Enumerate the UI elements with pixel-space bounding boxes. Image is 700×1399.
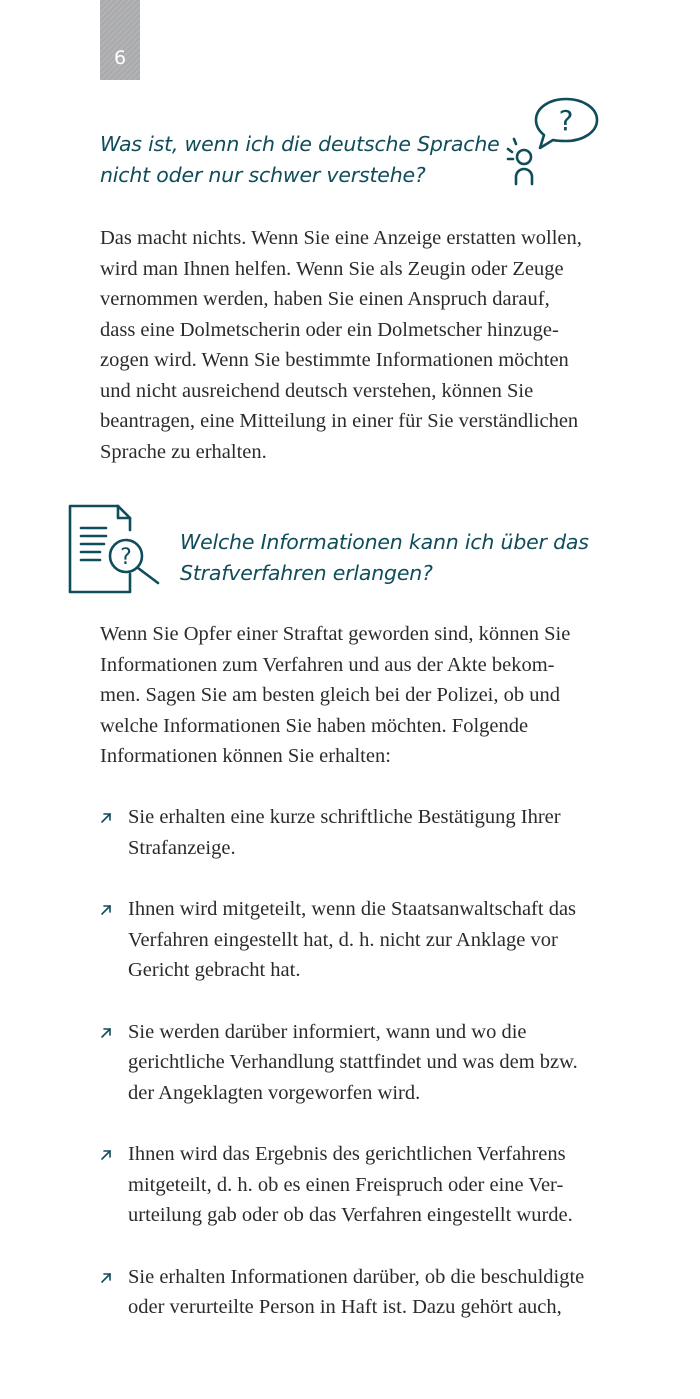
svg-text:?: ? bbox=[120, 545, 132, 570]
body-paragraph-language bbox=[100, 223, 582, 467]
information-list bbox=[100, 802, 584, 1354]
list-item bbox=[100, 1139, 584, 1231]
person-speech-question-icon bbox=[503, 95, 603, 190]
list-item-line: der Angeklagten vorgeworfen wird. bbox=[128, 1081, 421, 1104]
body-line: Das macht nichts. Wenn Sie eine Anzeige erstatten wollen, bbox=[100, 227, 582, 249]
list-item bbox=[100, 802, 584, 863]
list-item-line: Sie erhalten eine kurze schriftliche Bestätigung Ihrer bbox=[128, 806, 561, 828]
arrow-up-right-icon bbox=[100, 904, 112, 916]
list-item-line: gerichtliche Verhandlung stattfindet und was dem bzw. bbox=[128, 1051, 578, 1073]
body-line: zogen wird. Wenn Sie bestimmte Informationen möchten bbox=[100, 349, 569, 371]
list-item-line: Ihnen wird das Ergebnis des gerichtlichen Verfahrens bbox=[128, 1143, 566, 1165]
body-line: Sprache zu erhalten. bbox=[100, 440, 267, 463]
list-item-line: Verfahren eingestellt hat, d. h. nicht zur Anklage vor bbox=[128, 928, 558, 951]
list-item-line: Gericht gebracht hat. bbox=[128, 959, 301, 981]
body-line: dass eine Dolmetscherin oder ein Dolmetscher hinzuge- bbox=[100, 318, 559, 341]
list-item-line: Strafanzeige. bbox=[128, 836, 236, 859]
section-heading-information bbox=[180, 527, 589, 588]
list-item-line: Sie werden darüber informiert, wann und wo die bbox=[128, 1020, 527, 1043]
body-line: beantragen, eine Mitteilung in einer für Sie verständlichen bbox=[100, 410, 579, 432]
body-line: vernommen werden, haben Sie einen Anspruch darauf, bbox=[100, 288, 550, 310]
heading-line: nicht oder nur schwer verstehe? bbox=[100, 162, 426, 187]
document-search-question-icon bbox=[66, 504, 162, 596]
list-item bbox=[100, 1017, 584, 1109]
body-line: welche Informationen Sie haben möchten. Folgende bbox=[100, 714, 529, 737]
body-line: Informationen können Sie erhalten: bbox=[100, 745, 391, 767]
list-item-line: Ihnen wird mitgeteilt, wenn die Staatsanwaltschaft das bbox=[128, 898, 577, 920]
heading-line: Was ist, wenn ich die deutsche Sprache bbox=[100, 132, 500, 156]
body-line: wird man Ihnen helfen. Wenn Sie als Zeugin oder Zeuge bbox=[100, 257, 564, 280]
page-number: 6 bbox=[113, 47, 127, 69]
arrow-up-right-icon bbox=[100, 1272, 112, 1284]
list-item bbox=[100, 1262, 584, 1323]
list-item-line: mitgeteilt, d. h. ob es einen Freispruch oder eine Ver- bbox=[128, 1173, 564, 1196]
list-item-line: oder verurteilte Person in Haft ist. Dazu gehört auch, bbox=[128, 1296, 562, 1318]
page-number-tab bbox=[100, 0, 140, 80]
section-heading-language bbox=[100, 129, 500, 190]
arrow-up-right-icon bbox=[100, 812, 112, 824]
arrow-up-right-icon bbox=[100, 1149, 112, 1161]
body-line: men. Sagen Sie am besten gleich bei der Polizei, ob und bbox=[100, 684, 560, 706]
heading-line: Strafverfahren erlangen? bbox=[180, 560, 433, 585]
list-item-line: Sie erhalten Informationen darüber, ob die beschuldigte bbox=[128, 1265, 585, 1288]
heading-line: Welche Informationen kann ich über das bbox=[180, 530, 589, 554]
body-line: Wenn Sie Opfer einer Straftat geworden sind, können Sie bbox=[100, 623, 571, 645]
body-paragraph-information bbox=[100, 619, 570, 772]
body-line: Informationen zum Verfahren und aus der Akte bekom- bbox=[100, 653, 555, 676]
arrow-up-right-icon bbox=[100, 1027, 112, 1039]
svg-text:?: ? bbox=[558, 104, 574, 137]
list-item bbox=[100, 894, 584, 986]
body-line: und nicht ausreichend deutsch verstehen, können Sie bbox=[100, 379, 534, 402]
list-item-line: urteilung gab oder ob das Verfahren eingestellt wurde. bbox=[128, 1204, 573, 1226]
